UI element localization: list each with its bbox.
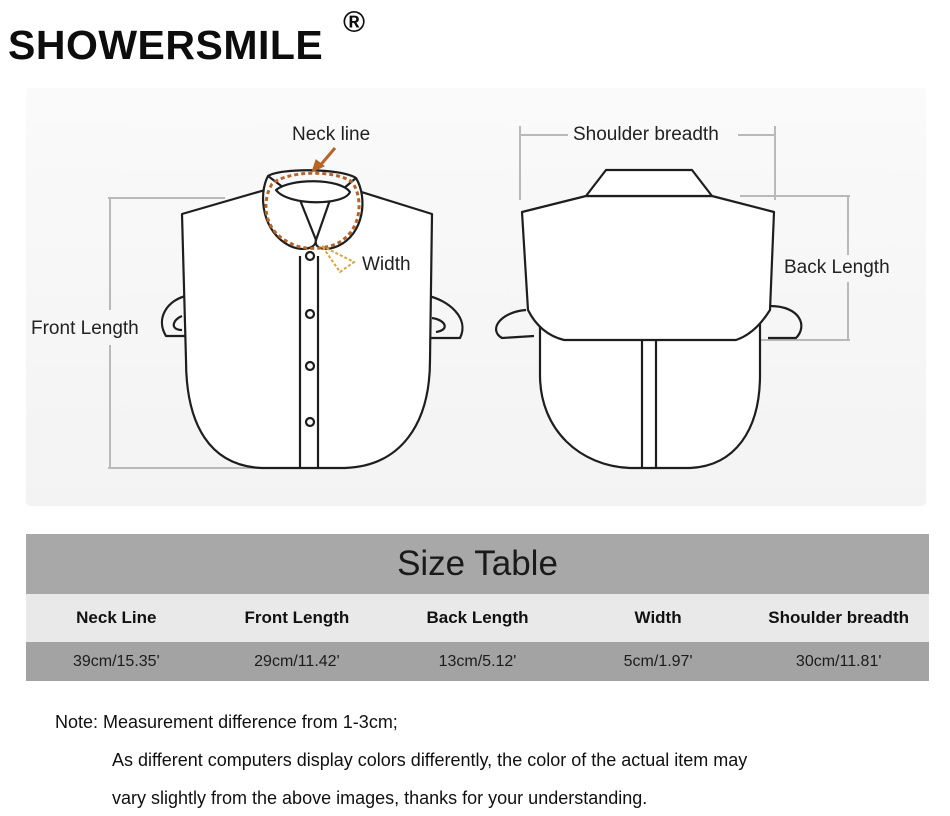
- back-collar-drawing: [496, 170, 801, 468]
- neck-line-label: Neck line: [292, 124, 371, 145]
- value-front-length: 29cm/11.42': [254, 652, 340, 670]
- size-table: [26, 534, 929, 681]
- shoulder-breadth-label: Shoulder breadth: [573, 124, 719, 145]
- brand-logo: SHOWERSMILE: [8, 22, 324, 68]
- registered-mark: ®: [343, 6, 366, 39]
- value-width: 5cm/1.97': [623, 652, 693, 670]
- header-front-length: Front Length: [244, 608, 350, 627]
- front-length-label: Front Length: [31, 318, 139, 339]
- value-shoulder-breadth: 30cm/11.81': [795, 652, 882, 670]
- size-table-title: Size Table: [26, 534, 929, 594]
- back-length-label: Back Length: [784, 257, 890, 278]
- value-back-length: 13cm/5.12': [438, 652, 517, 670]
- value-neck-line: 39cm/15.35': [72, 652, 160, 670]
- width-label: Width: [362, 254, 411, 275]
- front-collar-drawing: [162, 170, 463, 468]
- header-shoulder-breadth: Shoulder breadth: [768, 608, 910, 627]
- note-line-1: Note: Measurement difference from 1-3cm;: [55, 712, 398, 732]
- header-neck-line: Neck Line: [76, 608, 157, 627]
- header-back-length: Back Length: [426, 608, 529, 627]
- note-line-2: As different computers display colors differently, the color of the actual item may: [112, 750, 748, 770]
- size-table-row: [26, 642, 929, 681]
- note-line-3: vary slightly from the above images, thanks for your understanding.: [112, 788, 648, 808]
- size-table-header-row: [26, 594, 929, 642]
- header-width: Width: [634, 608, 682, 627]
